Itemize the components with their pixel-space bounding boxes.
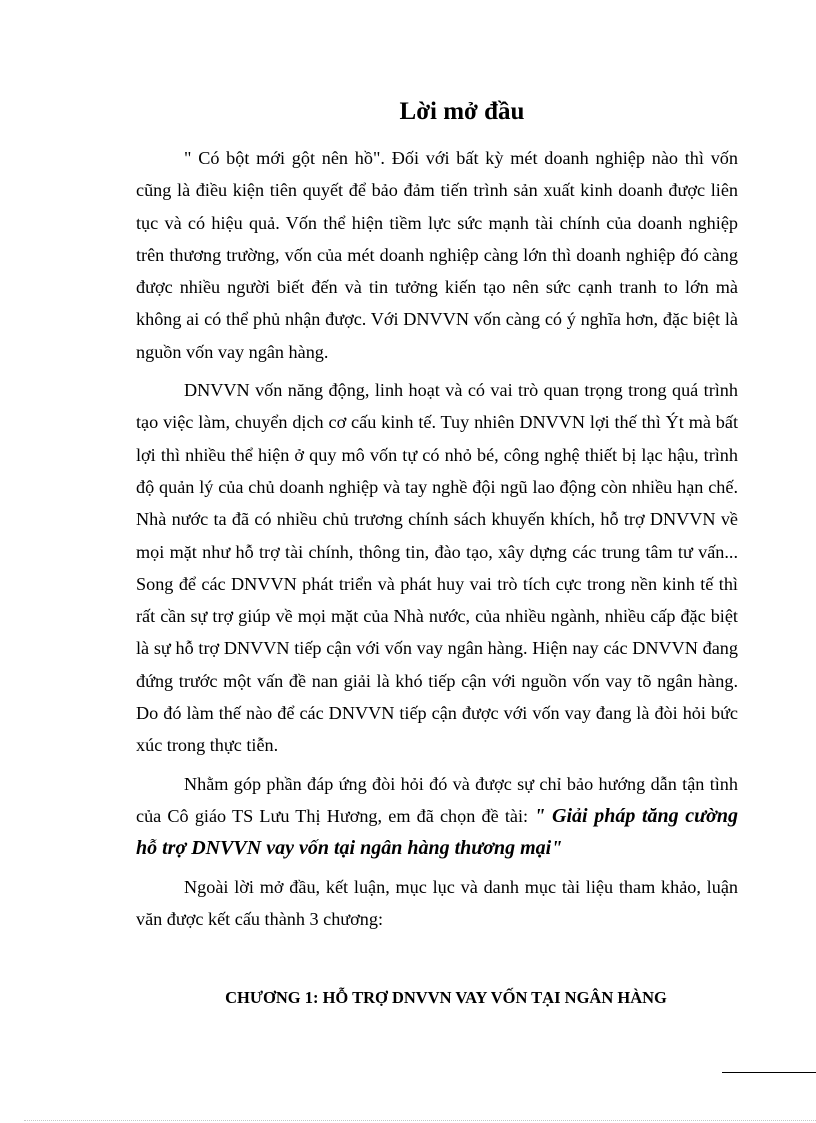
thesis-topic: " Giải pháp tăng cường hỗ trợ DNVVN vay vốn tại ngân hàng thương mại" xyxy=(136,804,738,860)
chapter-heading: CHƯƠNG 1: HỖ TRỢ DNVVN VAY VỐN TẠI NGÂN HÀNG xyxy=(225,988,667,1007)
footnote-separator xyxy=(722,1072,816,1073)
paragraph-1: " Có bột mới gột nên hồ". Đối với bất kỳ mét doanh nghiệp nào thì vốn cũng là điều kiện tiên quyết để bảo đảm tiến trình sản xuất kinh doanh được liên tục và có hiệu quả. Vốn thể hiện tiềm lực sức mạnh tài chính của doanh nghiệp trên thương trường, vốn của mét doanh nghiệp càng lớn thì doanh nghiệp đó càng được nhiều người biết đến và tin tưởng kiến tạo nên sức cạnh tranh to lớn mà không ai có thể phủ nhận được. Với DNVVN vốn càng có ý nghĩa hơn, đặc biệt là nguồn vốn vay ngân hàng. xyxy=(136,148,738,362)
body-text xyxy=(136,142,738,941)
page-bottom-edge xyxy=(24,1120,816,1121)
paragraph-3-lead: Nhằm góp phần đáp ứng đòi hỏi đó và được sự chỉ bảo hướng dẫn tận tình của Cô giáo TS Lưu Thị Hương, em đã chọn đề tài: xyxy=(136,773,738,826)
paragraph-2: DNVVN vốn năng động, linh hoạt và có vai trò quan trọng trong quá trình tạo việc làm, chuyển dịch cơ cấu kinh tế. Tuy nhiên DNVVN lợi thế thì Ýt mà bất lợi thì nhiều thể hiện ở quy mô vốn tự có nhỏ bé, công nghệ thiết bị lạc hậu, trình độ quản lý của chủ doanh nghiệp và tay nghề đội ngũ lao động còn nhiều hạn chế. Nhà nước ta đã có nhiều chủ trương chính sách khuyến khích, hỗ trợ DNVVN về mọi mặt như hỗ trợ tài chính, thông tin, đào tạo, xây dựng các trung tâm tư vấn... Song để các DNVVN phát triển và phát huy vai trò tích cực trong nền kinh tế thì rất cần sự trợ giúp về mọi mặt của Nhà nước, của nhiều ngành, nhiều cấp đặc biệt là sự hỗ trợ DNVVN tiếp cận với vốn vay ngân hàng. Hiện nay các DNVVN đang đứng trước một vấn đề nan giải là khó tiếp cận với nguồn vốn vay tõ ngân hàng. Do đó làm thế nào để các DNVVN tiếp cận được với vốn vay đang là đòi hỏi bức xúc trong thực tiễn. xyxy=(136,380,738,756)
page-title: Lời mở đầu xyxy=(399,98,525,125)
paragraph-4: Ngoài lời mở đầu, kết luận, mục lục và danh mục tài liệu tham khảo, luận văn được kết cấu thành 3 chương: xyxy=(136,876,738,929)
paragraph-3 xyxy=(136,768,738,865)
